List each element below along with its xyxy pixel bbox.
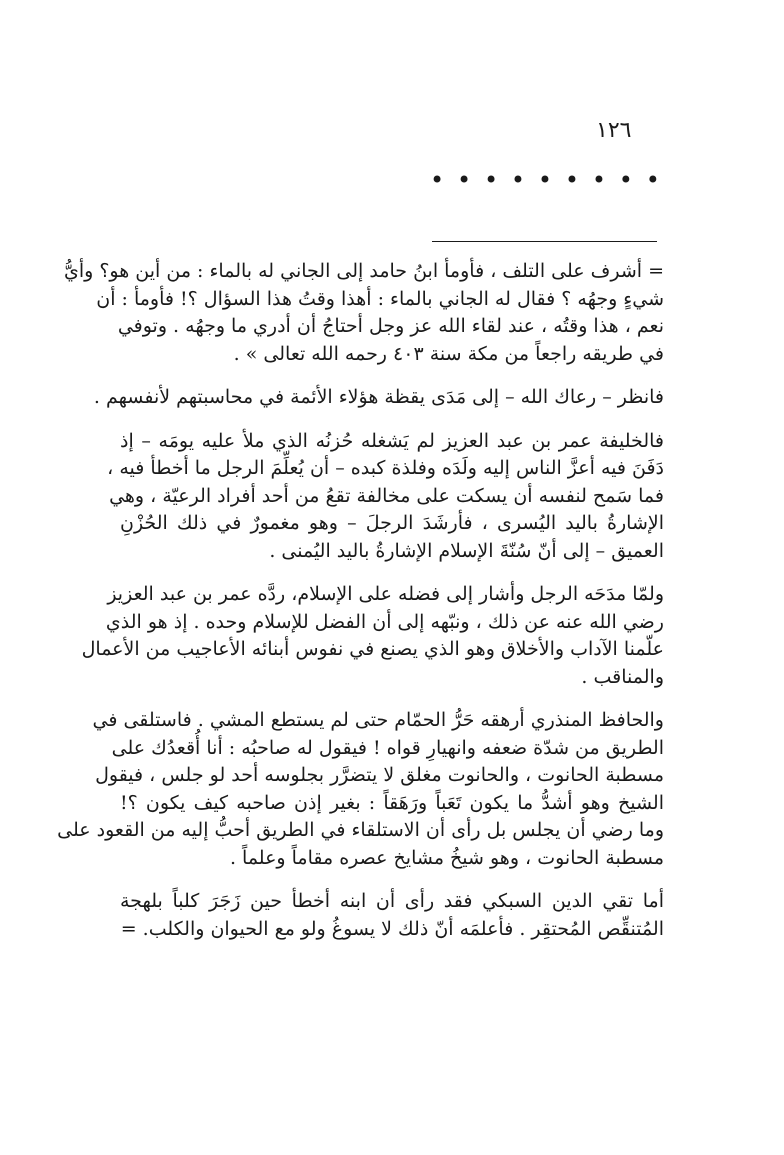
text-line: الشيخ وهو أشدُّ ما يكون تَعَباً ورَهَقاً : بغير إذن صاحبه كيف يكون ؟! [120,791,664,814]
paragraph-subki [120,888,664,943]
text-line: علّمنا الآداب والأخلاق وهو الذي يصنع في نفوس أبنائه الأعاجيب من الأعمال [81,638,664,660]
ornament-dots [430,168,660,192]
dot: • [645,166,660,194]
text-line: أما تقي الدين السبكي فقد رأى أن ابنه أخطأ حين زَجَرَ كلباً بلهجة [120,890,664,912]
page-number: ١٢٦ [596,118,632,143]
text-line: الإشارةُ باليد اليُسرى ، فأرشَدَ الرجلَ – وهو مغمورٌ في ذلك الحُزْنِ [120,512,664,534]
dot: • [483,166,499,194]
text-line: فما سَمح لنفسه أن يسكت على مخالفة تقعُ من أحد أفراد الرعيّة ، وهي [109,484,664,507]
text-line: مسطبة الحانوت ، والحانوت مغلق لا يتضرَّر بجلوسه أحد لو جلس ، فيقول [95,764,664,786]
paragraph-mundhiri [57,707,664,872]
text-line: دَفَنَ فيه أعزَّ الناس إليه ولَدَه وفلذة كبده – أن يُعلِّمَ الرجل ما أخطأ فيه ، [107,457,664,479]
paragraph-umar-praise [81,581,664,691]
dot: • [430,166,445,194]
dot: • [591,166,606,194]
text-line: نعم ، هذا وقتُه ، عند لقاء الله عز وجل أحتاجُ أن أدري ما وجهُه . وتوفي [117,315,664,337]
text-line: المُتنقِّص المُحتقِر . فأعلمَه أنّ ذلك لا يسوغُ ولو مع الحيوان والكلب. = [120,917,664,940]
paragraph-reflection [93,384,664,412]
text-line: في طريقه راجعاً من مكة سنة ٤٠٣ رحمه الله تعالى » . [233,342,664,365]
dot: • [510,166,526,194]
dot: • [537,166,553,194]
text-line: مسطبة الحانوت ، وهو شيخُ مشايخ عصره مقاماً وعلماً . [229,846,664,869]
text-line: وما رضي أن يجلس بل رأى أن الاستلقاء في الطريق أحبُّ إليه من القعود على [57,819,664,841]
text-line: شيءٍ وجهُه ؟ فقال له الجاني بالماء : أهذا وقتُ هذا السؤال ؟! فأومأ : أن [96,287,664,310]
text-line: = أشرف على التلف ، فأومأ ابنُ حامد إلى الجاني له بالماء : من أين هو؟ وأيُّ [63,260,664,282]
text-line: والحافظ المنذري أرهقه حَرُّ الحمّام حتى لم يستطع المشي . فاستلقى في [92,709,664,731]
text-line: ولمّا مدَحَه الرجل وأشار إلى فضله على الإسلام، ردَّه عمر بن عبد العزيز [107,583,664,605]
dot: • [564,166,579,194]
paragraph-footnote-continuation [63,258,664,368]
footnote-rule [432,241,657,242]
text-line: العميق – إلى أنّ سُنّةَ الإسلام الإشارةُ باليد اليُمنى . [269,539,664,562]
dot: • [456,166,472,194]
text-line: فانظر – رعاك الله – إلى مَدَى يقظة هؤلاء الأئمة في محاسبتهم لأنفسهم . [93,386,664,408]
text-line: فالخليفة عمر بن عبد العزيز لم يَشغله حُزنُه الذي ملأ عليه يومَه – إذ [120,429,664,452]
body-text [57,258,664,943]
text-line: والمناقب . [581,665,664,688]
paragraph-umar-grief [107,428,664,566]
text-line: رضي الله عنه عن ذلك ، ونبّهه إلى أن الفضل للإسلام وحده . إذ هو الذي [105,610,664,633]
dot: • [618,166,633,194]
text-line: الطريق من شدّة ضعفه وانهيارِ قواه ! فيقول له صاحبُه : أنا أُقعدُك على [111,736,664,759]
